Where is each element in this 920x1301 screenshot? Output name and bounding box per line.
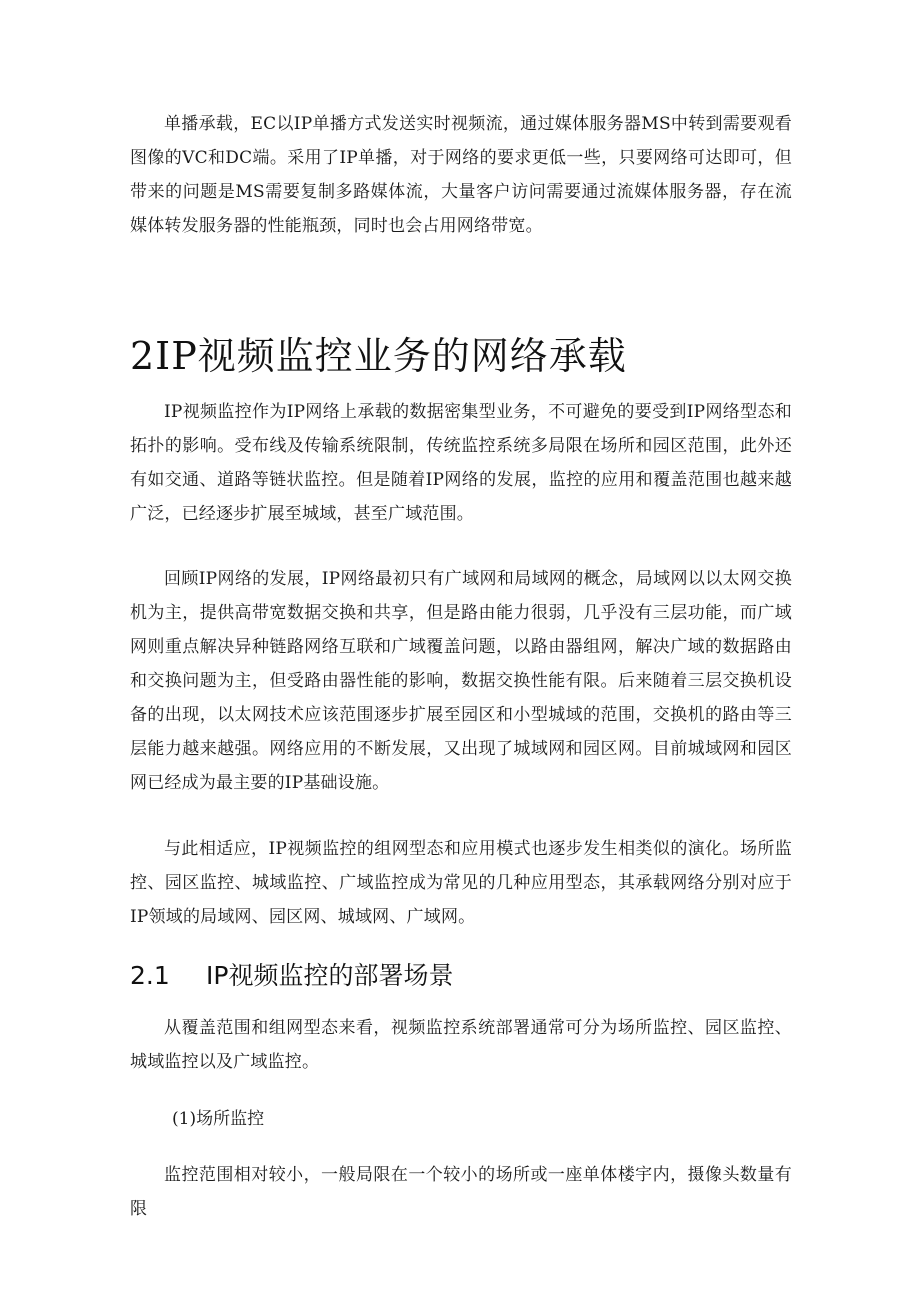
- paragraph-intro: IP视频监控作为IP网络上承载的数据密集型业务，不可避免的要受到IP网络型态和拓扑的影响。受布线及传输系统限制，传统监控系统多局限在场所和园区范围，此外还有如交通、道路等链状监控。但是随着IP网络的发展，监控的应用和覆盖范围也越来越广泛，已经逐步扩展至城域，甚至广域范围。: [130, 402, 792, 524]
- paragraph-unicast: 单播承载，EC以IP单播方式发送实时视频流，通过媒体服务器MS中转到需要观看图像的VC和DC端。采用了IP单播，对于网络的要求更低一些，只要网络可达即可，但带来的问题是MS需要复制多路媒体流，大量客户访问需要通过流媒体服务器，存在流媒体转发服务器的性能瓶颈，同时也会占用网络带宽。: [130, 114, 792, 236]
- section-heading-2: 2IP视频监控业务的网络承载: [130, 334, 627, 378]
- paragraph-deployment: 从覆盖范围和组网型态来看，视频监控系统部署通常可分为场所监控、园区监控、城域监控以及广域监控。: [130, 1018, 792, 1072]
- subsection-heading-2-1: [130, 956, 453, 996]
- subsection-number: 2.1: [130, 961, 170, 990]
- subsection-title: IP视频监控的部署场景: [206, 961, 454, 990]
- list-item-site-monitoring: (1)场所监控: [172, 1109, 265, 1129]
- paragraph-site-monitoring: 监控范围相对较小，一般局限在一个较小的场所或一座单体楼宇内，摄像头数量有限: [130, 1165, 792, 1219]
- paragraph-network-history: 回顾IP网络的发展，IP网络最初只有广域网和局域网的概念，局域网以以太网交换机为主，提供高带宽数据交换和共享，但是路由能力很弱，几乎没有三层功能，而广域网则重点解决异种链路网络互联和广域覆盖问题，以路由器组网，解决广域的数据路由和交换问题为主，但受路由器性能的影响，数据交换性能有限。后来随着三层交换机设备的出现，以太网技术应该范围逐步扩展至园区和小型城域的范围，交换机的路由等三层能力越来越强。网络应用的不断发展，又出现了城域网和园区网。目前城域网和园区网已经成为最主要的IP基础设施。: [130, 569, 792, 793]
- paragraph-evolution: 与此相适应，IP视频监控的组网型态和应用模式也逐步发生相类似的演化。场所监控、园区监控、城域监控、广域监控成为常见的几种应用型态，其承载网络分别对应于IP领域的局域网、园区网、城域网、广域网。: [130, 839, 792, 927]
